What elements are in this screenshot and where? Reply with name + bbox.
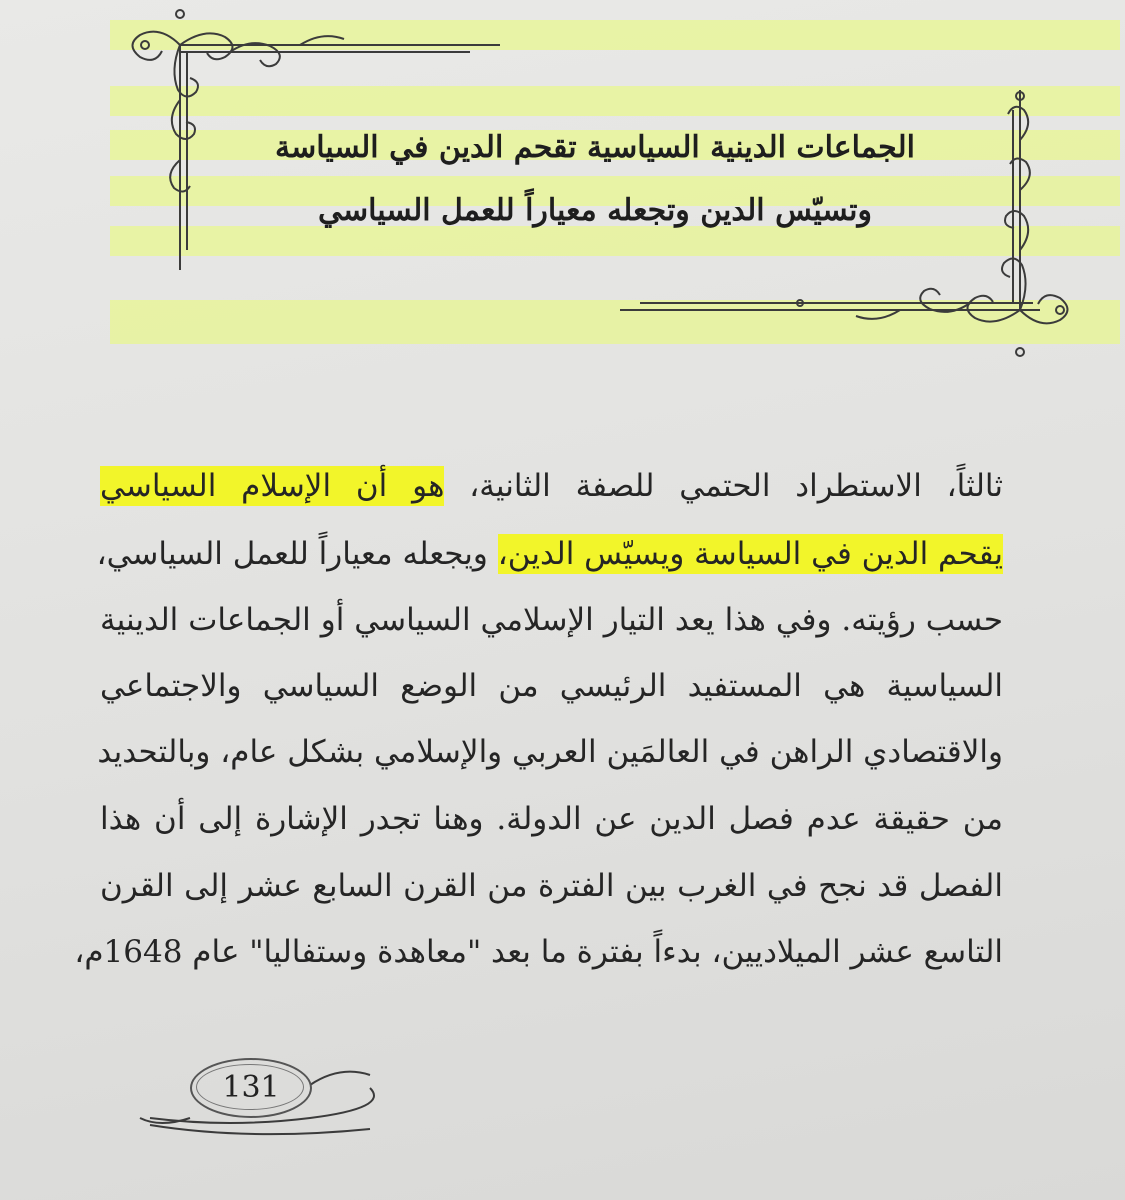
body-line-7: الفصل قد نجح في الغرب بين الفترة من القرن السابع عشر إلى القرن <box>100 868 1003 904</box>
body-line-6: من حقيقة عدم فصل الدين عن الدولة. وهنا تجدر الإشارة إلى أن هذا <box>100 801 1003 837</box>
body-line-8: التاسع عشر الميلاديين، بدءاً بفترة ما بعد "معاهدة وستفاليا" عام 1648م، <box>74 934 1003 970</box>
heading-line-1: الجماعات الدينية السياسية تقحم الدين في السياسة <box>274 130 915 165</box>
highlighted-text: هو أن الإسلام السياسي <box>100 468 445 504</box>
heading-line-2: وتسيّس الدين وتجعله معياراً للعمل السياسي <box>318 193 872 228</box>
text-segment: ثالثاً، الاستطراد الحتمي للصفة الثانية، <box>444 468 1003 504</box>
body-line-1 <box>100 464 1003 508</box>
body-line-3: حسب رؤيته. وفي هذا يعد التيار الإسلامي السياسي أو الجماعات الدينية <box>100 602 1003 638</box>
highlighted-text: يقحم الدين في السياسة ويسيّس الدين، <box>497 536 1003 572</box>
body-line-4: السياسية هي المستفيد الرئيسي من الوضع السياسي والاجتماعي <box>100 668 1003 704</box>
body-line-5: والاقتصادي الراهن في العالمَين العربي والإسلامي بشكل عام، وبالتحديد <box>97 734 1003 770</box>
text-segment: ويجعله معياراً للعمل السياسي، <box>96 536 498 572</box>
body-line-2 <box>96 532 1003 576</box>
page-number: 131 <box>190 1058 312 1118</box>
